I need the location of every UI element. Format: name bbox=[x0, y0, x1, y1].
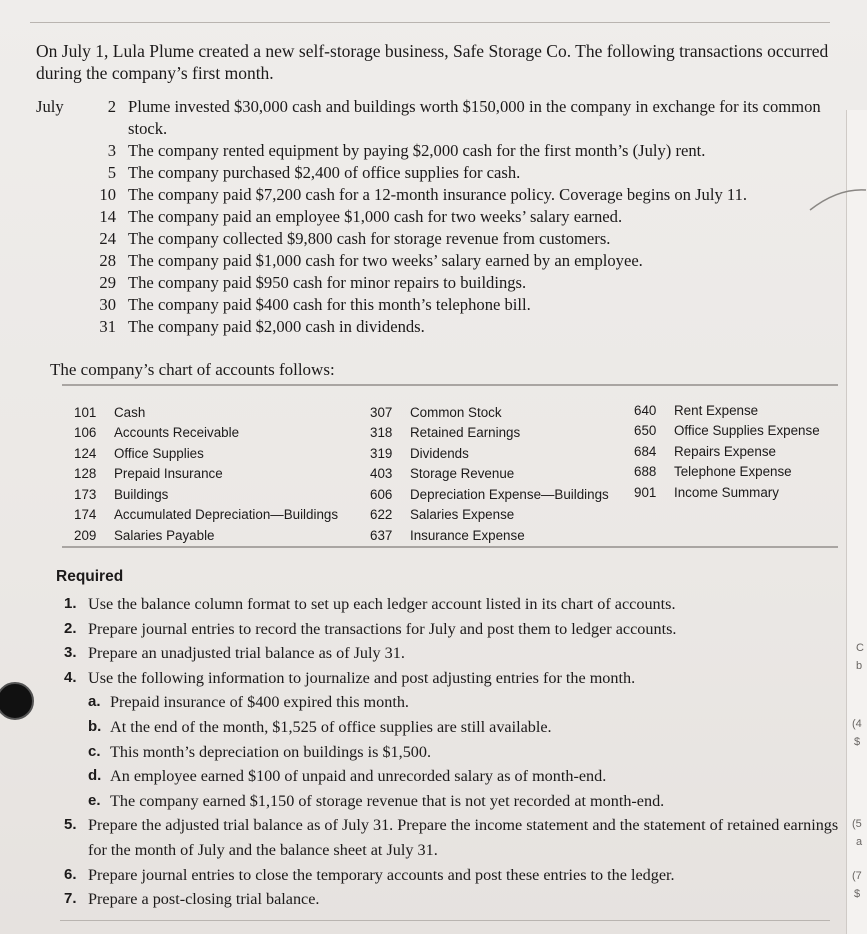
adjustment-text: Prepaid insurance of $400 expired this month. bbox=[110, 693, 409, 712]
transaction-row bbox=[36, 316, 846, 338]
account-row bbox=[634, 421, 820, 442]
transaction-day: 31 bbox=[99, 317, 116, 336]
account-name: Cash bbox=[114, 404, 146, 420]
account-name: Rent Expense bbox=[674, 402, 759, 418]
account-row bbox=[370, 443, 609, 464]
transaction-day: 30 bbox=[99, 295, 116, 314]
account-row bbox=[74, 464, 338, 485]
account-row bbox=[634, 400, 820, 421]
account-name: Accumulated Depreciation—Buildings bbox=[114, 507, 339, 523]
adjustment-letter: a. bbox=[88, 693, 101, 711]
required-number: 1. bbox=[64, 595, 77, 612]
accounts-column-1 bbox=[74, 402, 338, 546]
required-item bbox=[64, 592, 854, 617]
chart-of-accounts bbox=[62, 384, 838, 548]
transaction-row bbox=[36, 228, 846, 250]
margin-mark: (4 bbox=[852, 718, 862, 730]
required-text: Use the balance column format to set up each ledger account listed in its chart of accounts. bbox=[88, 595, 676, 613]
account-name: Prepaid Insurance bbox=[114, 466, 223, 482]
transaction-row bbox=[36, 140, 846, 162]
transaction-day: 10 bbox=[99, 185, 116, 204]
adjustment-text: The company earned $1,150 of storage revenue that is not yet recorded at month-end. bbox=[110, 791, 665, 810]
adjustment-item bbox=[88, 690, 854, 715]
account-row bbox=[370, 402, 609, 423]
transaction-month bbox=[36, 228, 86, 250]
account-number: 650 bbox=[634, 423, 657, 439]
account-number: 128 bbox=[74, 466, 97, 482]
account-name: Accounts Receivable bbox=[114, 425, 240, 441]
required-text: Prepare a post-closing trial balance. bbox=[88, 890, 320, 909]
adjustment-letter: c. bbox=[88, 742, 101, 760]
transaction-day: 3 bbox=[107, 141, 116, 160]
required-number: 7. bbox=[64, 890, 77, 908]
transaction-description: The company paid $1,000 cash for two weeks’ salary earned by an employee. bbox=[128, 251, 643, 270]
margin-mark: C bbox=[856, 642, 864, 654]
account-number: 901 bbox=[634, 484, 657, 500]
required-text: Prepare journal entries to record the transactions for July and post them to ledger accounts. bbox=[88, 619, 677, 638]
transaction-description: The company paid $400 cash for this month’s telephone bill. bbox=[128, 295, 531, 314]
transaction-day: 14 bbox=[99, 207, 116, 226]
transaction-day: 5 bbox=[107, 163, 116, 182]
transaction-month bbox=[36, 184, 86, 206]
required-number: 4. bbox=[64, 668, 77, 686]
transaction-description: The company paid an employee $1,000 cash for two weeks’ salary earned. bbox=[128, 207, 623, 226]
transaction-day: 28 bbox=[99, 251, 116, 270]
top-rule bbox=[30, 22, 830, 23]
account-number: 403 bbox=[370, 466, 393, 482]
account-row bbox=[370, 484, 609, 505]
transaction-day: 29 bbox=[99, 273, 116, 292]
adjustment-text: This month’s depreciation on buildings is $1,500. bbox=[110, 742, 432, 761]
adjustment-list bbox=[88, 690, 854, 813]
account-number: 640 bbox=[634, 402, 657, 418]
required-item bbox=[64, 887, 854, 912]
adjustment-item bbox=[88, 740, 854, 765]
transaction-row bbox=[36, 272, 846, 294]
required-item bbox=[64, 863, 854, 888]
account-name: Insurance Expense bbox=[410, 527, 525, 543]
account-name: Telephone Expense bbox=[674, 464, 792, 480]
required-item bbox=[64, 641, 854, 666]
required-number: 3. bbox=[64, 644, 77, 662]
account-name: Storage Revenue bbox=[410, 466, 515, 482]
account-number: 106 bbox=[74, 425, 97, 441]
required-list bbox=[64, 592, 854, 912]
transaction-month bbox=[36, 250, 86, 272]
account-row bbox=[370, 525, 609, 546]
transaction-description: The company paid $7,200 cash for a 12-month insurance policy. Coverage begins on July 11. bbox=[128, 185, 748, 204]
account-row bbox=[74, 423, 338, 444]
account-name: Buildings bbox=[114, 486, 169, 502]
adjustment-letter: d. bbox=[88, 767, 102, 785]
transaction-description: The company paid $2,000 cash in dividends. bbox=[128, 317, 425, 336]
account-name: Salaries Payable bbox=[114, 527, 215, 543]
required-text: Prepare the adjusted trial balance as of July 31. Prepare the income statement and the statement of retained earnings for the month of July and the balance sheet at July 31. bbox=[88, 816, 839, 859]
transaction-row bbox=[36, 294, 846, 316]
account-name: Office Supplies Expense bbox=[674, 423, 820, 439]
account-number: 688 bbox=[634, 464, 657, 480]
transaction-row bbox=[36, 206, 846, 228]
account-name: Salaries Expense bbox=[410, 507, 515, 523]
margin-mark: (7 bbox=[852, 870, 862, 882]
margin-mark: a bbox=[856, 836, 863, 848]
required-number: 5. bbox=[64, 816, 77, 834]
required-text: Use the following information to journalize and post adjusting entries for the month. bbox=[88, 668, 636, 687]
required-number: 6. bbox=[64, 865, 77, 883]
account-name: Dividends bbox=[410, 445, 469, 461]
transaction-month bbox=[36, 272, 86, 294]
account-number: 606 bbox=[370, 486, 393, 502]
chart-of-accounts-heading: The company’s chart of accounts follows: bbox=[50, 360, 335, 379]
transaction-description: The company rented equipment by paying $2,000 cash for the first month’s (July) rent. bbox=[128, 141, 706, 160]
transaction-description: The company purchased $2,400 of office supplies for cash. bbox=[128, 163, 521, 182]
account-row bbox=[370, 505, 609, 526]
account-row bbox=[74, 402, 338, 423]
adjustment-letter: e. bbox=[88, 791, 101, 809]
account-number: 637 bbox=[370, 527, 393, 543]
account-name: Retained Earnings bbox=[410, 425, 521, 441]
binder-hole bbox=[0, 682, 34, 720]
accounts-column-3 bbox=[634, 400, 820, 503]
required-number: 2. bbox=[64, 619, 77, 637]
transaction-month bbox=[36, 162, 86, 184]
account-row bbox=[634, 441, 820, 462]
transaction-day: 2 bbox=[107, 97, 116, 116]
account-number: 319 bbox=[370, 445, 393, 461]
required-item bbox=[64, 666, 854, 691]
account-number: 318 bbox=[370, 425, 393, 441]
transaction-month bbox=[36, 316, 86, 338]
transaction-month bbox=[36, 294, 86, 316]
account-number: 307 bbox=[370, 404, 393, 420]
account-number: 101 bbox=[74, 404, 97, 420]
required-text: Prepare an unadjusted trial balance as of July 31. bbox=[88, 644, 405, 663]
margin-mark: $ bbox=[854, 736, 861, 748]
accounts-column-2 bbox=[370, 402, 609, 546]
required-heading: Required bbox=[56, 568, 124, 585]
account-name: Repairs Expense bbox=[674, 443, 776, 459]
margin-mark: (5 bbox=[852, 818, 862, 830]
account-number: 209 bbox=[74, 527, 97, 543]
transaction-list bbox=[36, 96, 846, 338]
adjustment-item bbox=[88, 764, 854, 789]
account-row bbox=[370, 423, 609, 444]
required-item bbox=[64, 617, 854, 642]
transaction-description: The company paid $950 cash for minor repairs to buildings. bbox=[128, 273, 527, 292]
transaction-description: The company collected $9,800 cash for storage revenue from customers. bbox=[128, 229, 611, 248]
account-row bbox=[74, 525, 338, 546]
account-number: 174 bbox=[74, 507, 97, 523]
account-name: Income Summary bbox=[674, 484, 779, 500]
account-number: 124 bbox=[74, 445, 97, 461]
transaction-description: Plume invested $30,000 cash and buildings worth $150,000 in the company in exchange for its common stock. bbox=[128, 97, 821, 138]
transaction-month: July bbox=[36, 97, 64, 116]
problem-intro: On July 1, Lula Plume created a new self-storage business, Safe Storage Co. The following transactions occurred during the company’s first month. bbox=[36, 41, 829, 83]
account-name: Common Stock bbox=[410, 404, 502, 420]
adjustment-text: At the end of the month, $1,525 of office supplies are still available. bbox=[110, 717, 552, 736]
adjustment-text: An employee earned $100 of unpaid and unrecorded salary as of month-end. bbox=[110, 767, 607, 786]
account-row bbox=[370, 464, 609, 485]
account-number: 684 bbox=[634, 443, 657, 459]
adjustment-letter: b. bbox=[88, 717, 102, 735]
required-item bbox=[64, 813, 854, 862]
transaction-day: 24 bbox=[99, 229, 116, 248]
transaction-month bbox=[36, 206, 86, 228]
margin-mark: $ bbox=[854, 888, 861, 900]
required-text: Prepare journal entries to close the temporary accounts and post these entries to the ledger. bbox=[88, 865, 675, 884]
account-name: Office Supplies bbox=[114, 445, 204, 461]
account-row bbox=[74, 443, 338, 464]
account-row bbox=[74, 484, 338, 505]
account-number: 622 bbox=[370, 507, 393, 523]
transaction-month bbox=[36, 140, 86, 162]
account-row bbox=[634, 482, 820, 503]
transaction-row bbox=[36, 184, 846, 206]
margin-mark: b bbox=[856, 660, 863, 672]
transaction-row bbox=[36, 162, 846, 184]
transaction-row bbox=[36, 250, 846, 272]
account-number: 173 bbox=[74, 486, 97, 502]
account-name: Depreciation Expense—Buildings bbox=[410, 486, 609, 502]
transaction-row bbox=[36, 96, 846, 140]
adjustment-item bbox=[88, 715, 854, 740]
adjustment-item bbox=[88, 789, 854, 814]
account-row bbox=[634, 462, 820, 483]
account-row bbox=[74, 505, 338, 526]
bottom-rule bbox=[60, 920, 830, 921]
